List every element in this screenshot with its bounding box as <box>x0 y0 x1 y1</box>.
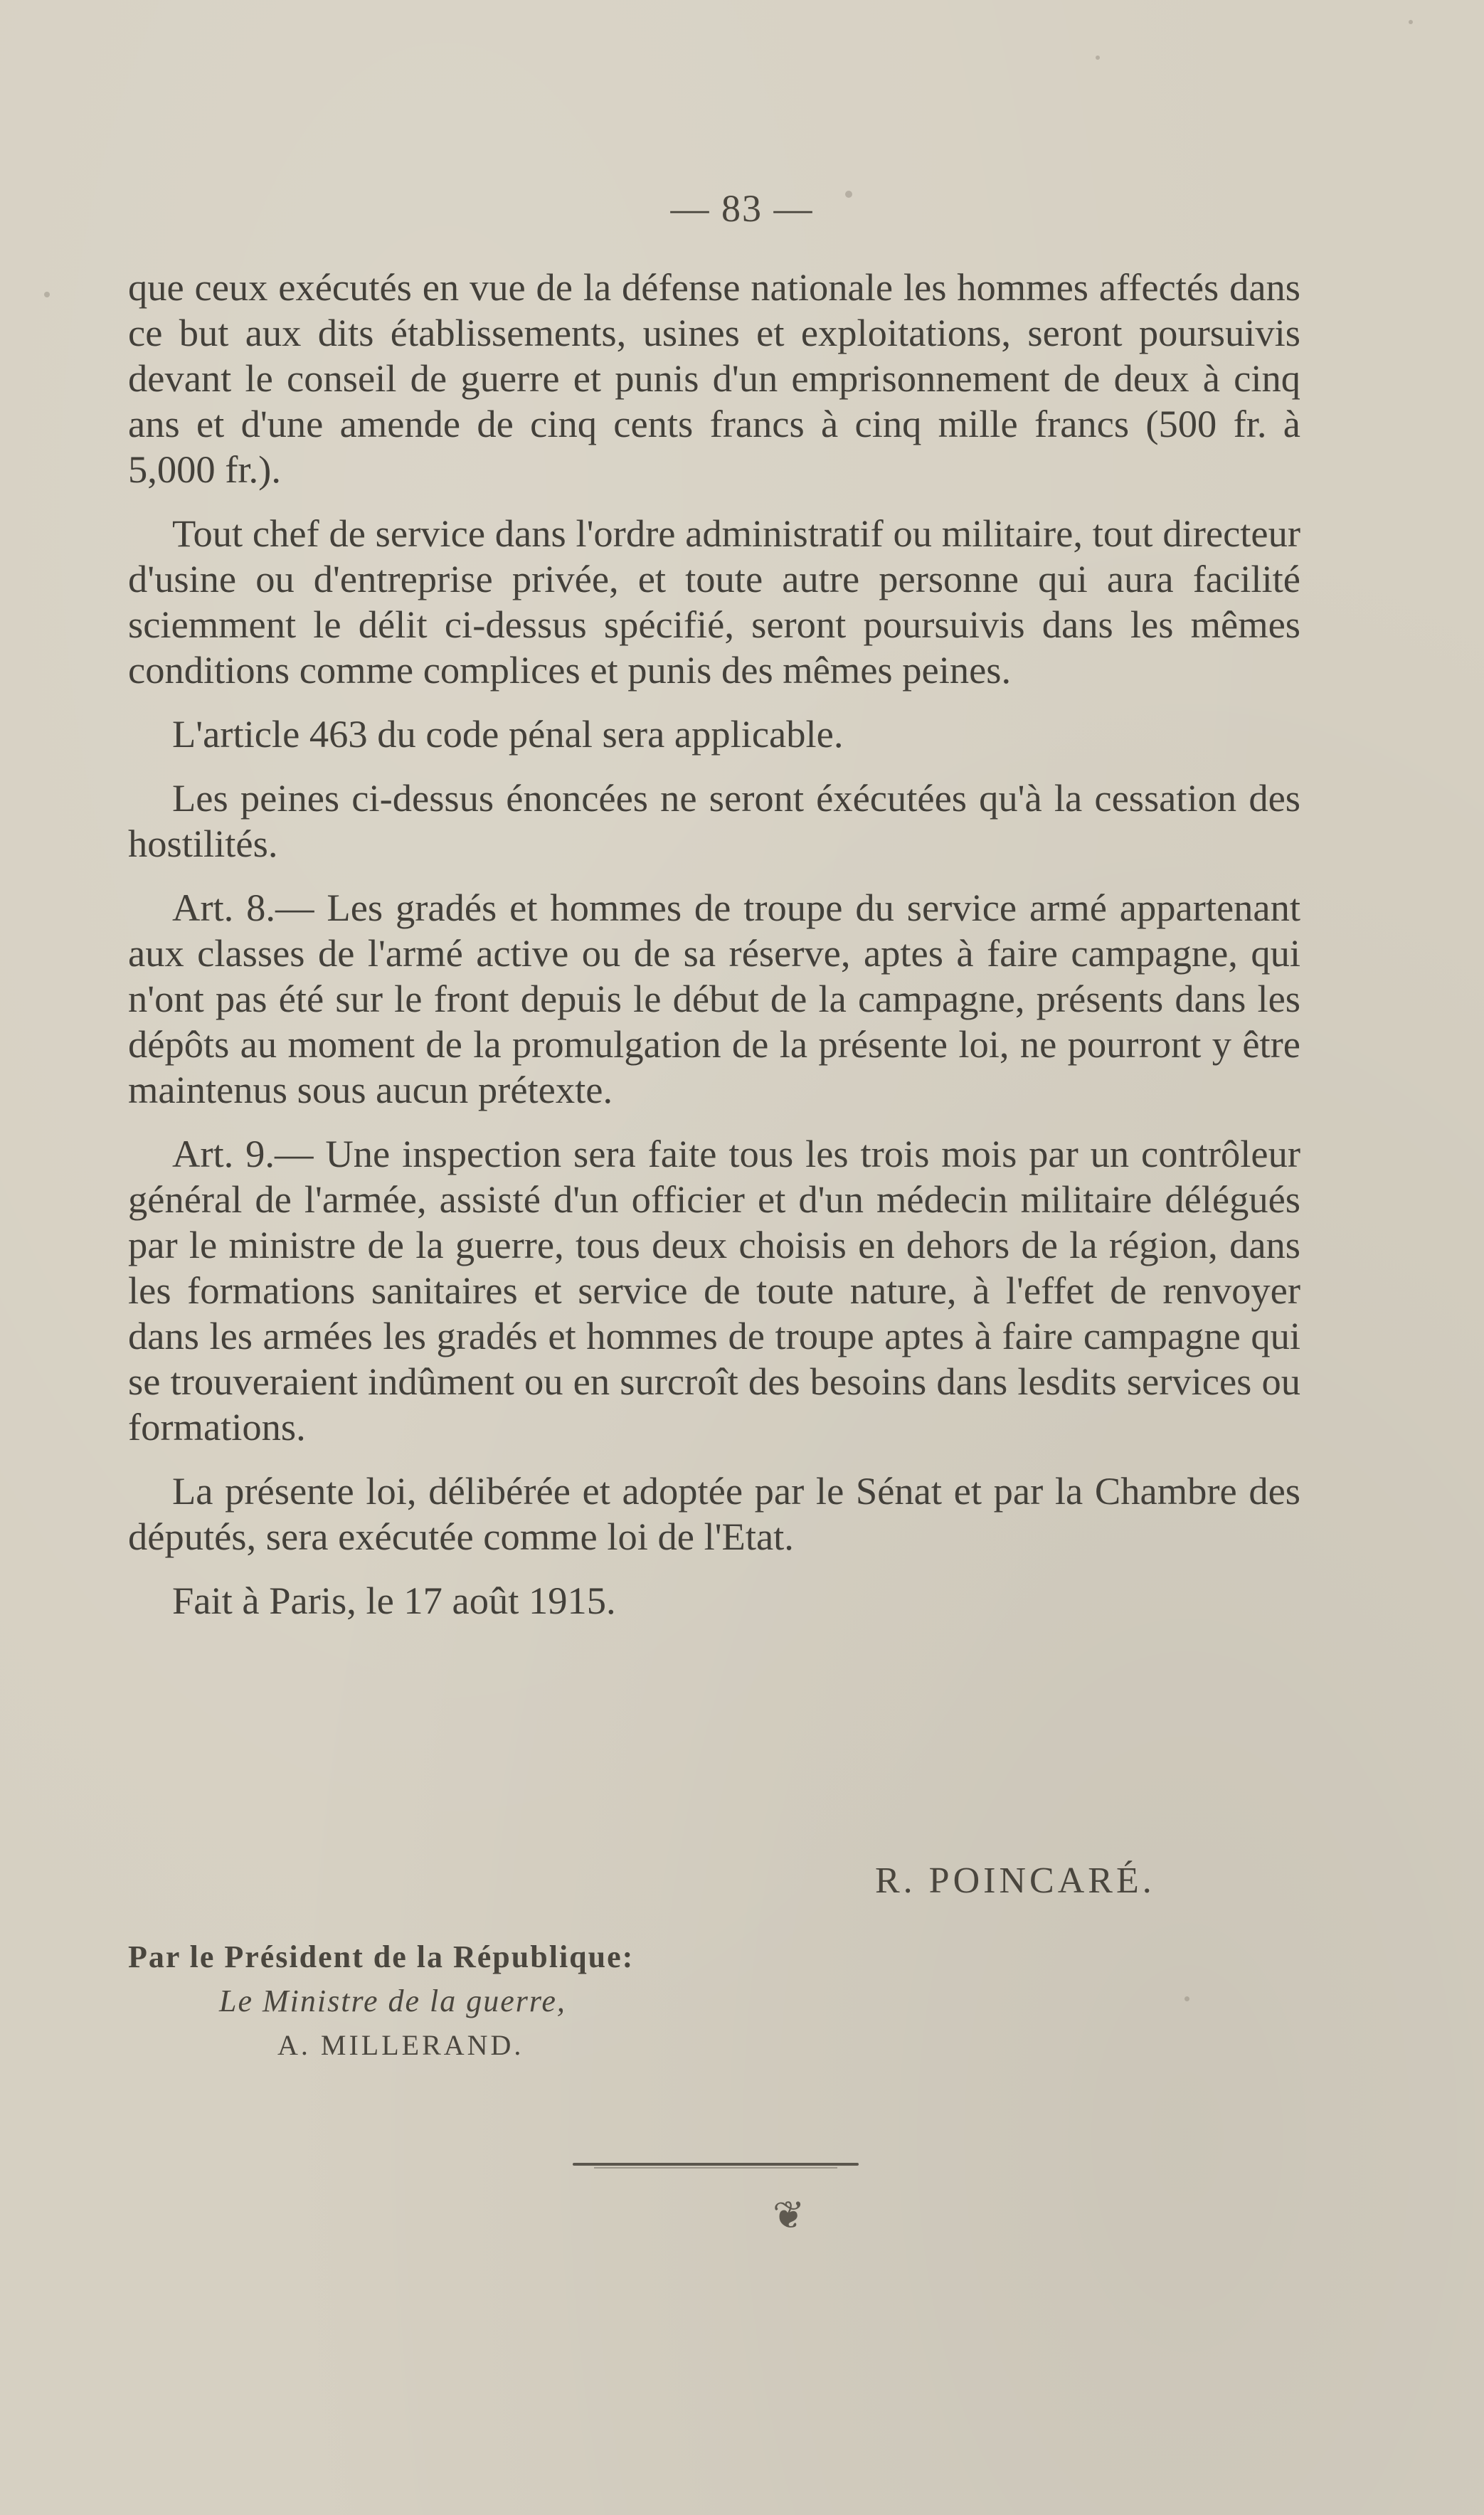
page-number: — 83 — <box>670 187 814 230</box>
president-signature: R. POINCARÉ. <box>875 1860 1155 1901</box>
paragraph-enactment: La présente loi, délibérée et adoptée par le Sénat et par la Chambre des députés, sera exécutée comme loi de l'Etat. <box>128 1469 1300 1558</box>
body-text <box>128 265 1300 1624</box>
countersignature-block <box>128 1935 634 2067</box>
paper-speck <box>44 292 50 297</box>
paragraph-article-9: Art. 9.— Une inspection sera faite tous les trois mois par un contrôleur général de l'armée, assisté d'un officier et d'un médecin militaire délégués par le ministre de la guerre, tous deux choisis en dehors de la région, dans les formations sanitaires et service de toute nature, à l'effet de renvoyer dans les armées les gradés et hommes de troupe aptes à faire campagne qui se trouveraient indûment ou en surcroît des besoins dans lesdits services ou formations. <box>128 1132 1300 1449</box>
paragraph-article-463: L'article 463 du code pénal sera applicable. <box>172 712 844 756</box>
paragraph-continuation: que ceux exécutés en vue de la défense nationale les hommes affectés dans ce but aux dits établissements, usines et exploitations, seront poursuivis devant le conseil de guerre et punis d'un emprisonnement de deux à cinq ans et d'une amende de cinq cents francs à cinq mille francs (500 fr. à 5,000 fr.). <box>128 265 1300 491</box>
paragraph-article-8: Art. 8.— Les gradés et hommes de troupe du service armé appartenant aux classes de l'armé active ou de sa réserve, aptes à faire campagne, qui n'ont pas été sur le front depuis le début de la campagne, présents dans les dépôts au moment de la promulgation de la présente loi, ne pourront y être maintenus sous aucun prétexte. <box>128 886 1300 1111</box>
paragraph-date: Fait à Paris, le 17 août 1915. <box>172 1579 616 1622</box>
paper-speck <box>1409 20 1413 24</box>
countersign-line-president: Par le Président de la République: <box>128 1939 635 1974</box>
paragraph-penalties: Les peines ci-dessus énoncées ne seront éxécutées qu'à la cessation des hostilités. <box>128 776 1300 865</box>
closing-rule <box>573 2163 859 2166</box>
paper-speck <box>1096 55 1100 60</box>
closing-ornament-icon: ❦ <box>773 2194 805 2237</box>
paragraph-complicity: Tout chef de service dans l'ordre administratif ou militaire, tout directeur d'usine ou d'entreprise privée, et toute autre personne qui aura facilité sciemment le délit ci-dessus spécifié, seront poursuivis dans les mêmes conditions comme complices et punis des mêmes peines. <box>128 512 1300 692</box>
countersign-line-name: A. MILLERAND. <box>277 2029 524 2061</box>
countersign-line-minister: Le Ministre de la guerre, <box>219 1984 566 2018</box>
paper-speck <box>845 191 852 198</box>
paper-speck <box>1184 1996 1189 2001</box>
